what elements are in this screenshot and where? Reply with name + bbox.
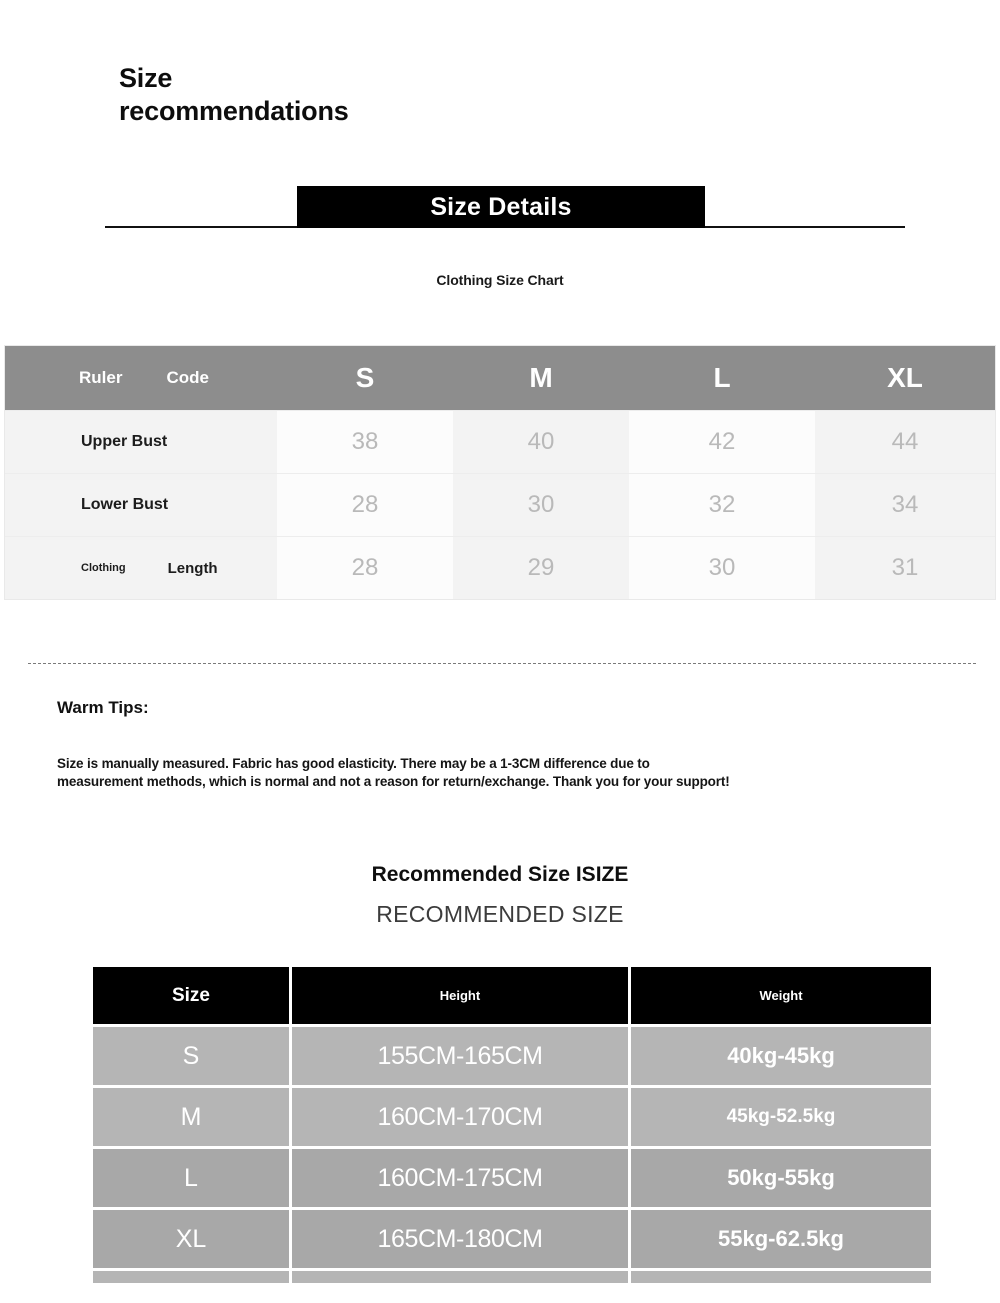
cell-clothing-length-xl: 31 xyxy=(815,537,995,600)
cell-clothing-length-m: 29 xyxy=(453,537,629,600)
rec-cell-weight-m: 45kg-52.5kg xyxy=(631,1088,931,1146)
rec-cell-size-l: L xyxy=(93,1149,289,1207)
header-ruler-label: Ruler xyxy=(79,368,123,387)
cell-lower-bust-l: 32 xyxy=(629,474,815,537)
size-table-header-l: L xyxy=(629,346,815,411)
cell-upper-bust-m: 40 xyxy=(453,411,629,474)
table-row xyxy=(93,1088,931,1146)
rec-cell-size-s: S xyxy=(93,1027,289,1085)
rec-cell-weight-xl: 55kg-62.5kg xyxy=(631,1210,931,1268)
rec-cell-height-s: 155CM-165CM xyxy=(292,1027,628,1085)
page-title-line-1: Size xyxy=(119,63,173,93)
rec-header-height: Height xyxy=(292,967,628,1024)
size-table-header-m: M xyxy=(453,346,629,411)
recommended-size-table xyxy=(90,964,928,1286)
table-row xyxy=(93,1027,931,1085)
page-title-line-2: recommendations xyxy=(119,95,349,126)
rec-cell-size-xl: XL xyxy=(93,1210,289,1268)
clothing-size-chart-heading: Clothing Size Chart xyxy=(436,272,564,288)
warm-tips-title: Warm Tips: xyxy=(57,698,149,717)
size-details-banner-zone xyxy=(0,186,1000,232)
rec-cell-weight-s: 40kg-45kg xyxy=(631,1027,931,1085)
table-row xyxy=(93,1149,931,1207)
section-divider xyxy=(28,663,976,664)
row-label-lower-bust xyxy=(5,474,277,537)
recommended-table-header-row xyxy=(93,967,931,1024)
cell-clothing-length-l: 30 xyxy=(629,537,815,600)
warm-tips-body: Size is manually measured. Fabric has good elasticity. There may be a 1-3CM difference due to measurement methods, which is normal and not a reason for return/exchange. Thank you for your support! xyxy=(57,756,730,789)
cell-lower-bust-s: 28 xyxy=(277,474,453,537)
size-table-header-row xyxy=(5,346,995,411)
rec-cell-height-xl: 165CM-180CM xyxy=(292,1210,628,1268)
table-row xyxy=(5,411,995,474)
row-label-clothing-length xyxy=(5,537,277,600)
table-row xyxy=(93,1210,931,1268)
recommended-size-subtitle: RECOMMENDED SIZE xyxy=(376,901,624,927)
clothing-size-table xyxy=(4,345,996,600)
rec-cell-height-m: 160CM-170CM xyxy=(292,1088,628,1146)
rec-cell-partial-weight xyxy=(631,1271,931,1283)
cell-upper-bust-xl: 44 xyxy=(815,411,995,474)
row-label-clothing: Clothing xyxy=(81,562,126,574)
size-table-header-ruler-code xyxy=(5,346,277,411)
table-row-partial xyxy=(93,1271,931,1283)
size-table-header-s: S xyxy=(277,346,453,411)
table-row xyxy=(5,474,995,537)
page-title xyxy=(119,62,539,128)
size-table-header-xl: XL xyxy=(815,346,995,411)
cell-lower-bust-m: 30 xyxy=(453,474,629,537)
row-label-text: Upper Bust xyxy=(81,433,168,450)
rec-cell-weight-l: 50kg-55kg xyxy=(631,1149,931,1207)
cell-upper-bust-l: 42 xyxy=(629,411,815,474)
rec-cell-height-l: 160CM-175CM xyxy=(292,1149,628,1207)
recommended-size-title: Recommended Size ISIZE xyxy=(371,863,629,886)
row-label-upper-bust xyxy=(5,411,277,474)
rec-header-size: Size xyxy=(93,967,289,1024)
cell-clothing-length-s: 28 xyxy=(277,537,453,600)
row-label-length: Length xyxy=(167,559,218,577)
rec-cell-size-m: M xyxy=(93,1088,289,1146)
size-details-banner: Size Details xyxy=(297,186,705,228)
row-label-text: Lower Bust xyxy=(81,496,169,513)
cell-lower-bust-xl: 34 xyxy=(815,474,995,537)
header-code-label: Code xyxy=(166,368,209,387)
rec-cell-partial-size xyxy=(93,1271,289,1283)
table-row xyxy=(5,537,995,600)
rec-header-weight: Weight xyxy=(631,967,931,1024)
cell-upper-bust-s: 38 xyxy=(277,411,453,474)
rec-cell-partial-height xyxy=(292,1271,628,1283)
